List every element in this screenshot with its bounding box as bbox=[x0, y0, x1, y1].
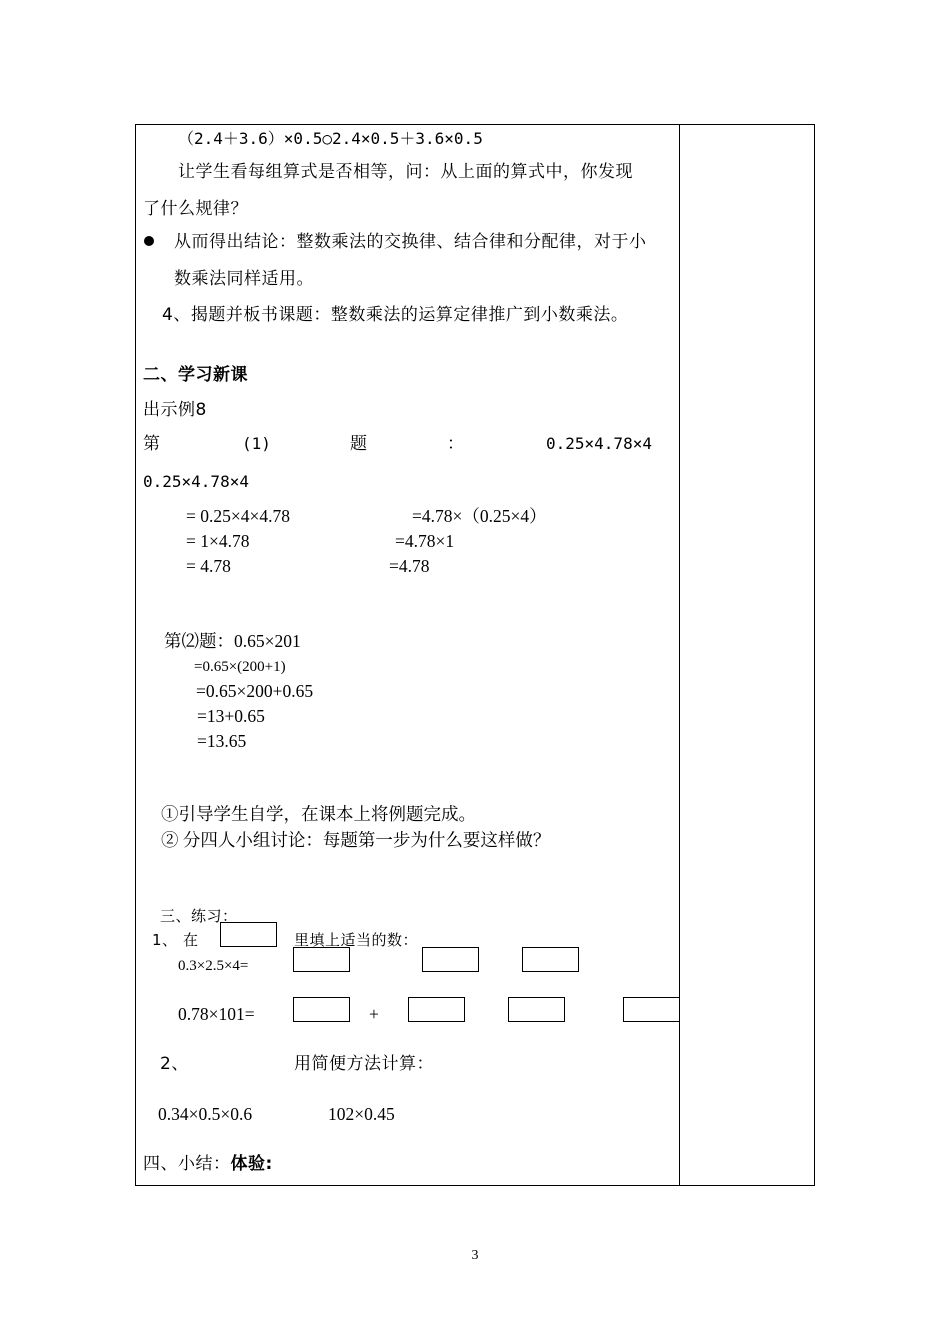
section3-heading: 三、练习： bbox=[160, 907, 238, 925]
p1-left-step-2: = 1×4.78 bbox=[186, 531, 250, 551]
answer-box-1a[interactable] bbox=[293, 947, 350, 972]
answer-box-1c[interactable] bbox=[522, 947, 579, 972]
q1-text-a: 在 bbox=[183, 931, 199, 949]
conclusion-line-1: 从而得出结论：整数乘法的交换律、结合律和分配律，对于小 bbox=[174, 232, 647, 252]
problem1-label-b: (1) bbox=[242, 434, 271, 453]
page-number: 3 bbox=[471, 1248, 479, 1263]
answer-box-2d[interactable] bbox=[623, 997, 680, 1022]
guide-step-2: ② 分四人小组讨论：每题第一步为什么要这样做？ bbox=[161, 830, 551, 850]
q1-expression-2: 0.78×101= bbox=[178, 1004, 255, 1024]
plus-sign: + bbox=[369, 1004, 379, 1024]
section2-heading: 二、学习新课 bbox=[143, 365, 248, 385]
answer-box-example bbox=[220, 922, 277, 947]
p2-step-1: =0.65×(200+1) bbox=[194, 659, 286, 675]
q2-text: 用简便方法计算： bbox=[294, 1054, 434, 1074]
answer-box-1b[interactable] bbox=[422, 947, 479, 972]
q1-text-b: 里填上适当的数： bbox=[294, 931, 419, 949]
problem2-expression: 0.65×201 bbox=[234, 631, 301, 651]
section4-heading: 四、小结： bbox=[143, 1154, 231, 1174]
question-line-2: 了什么规律？ bbox=[143, 199, 248, 219]
p1-left-step-3: = 4.78 bbox=[186, 556, 231, 576]
q2-number: 2、 bbox=[160, 1054, 189, 1074]
section4-heading-bold: 体验: bbox=[230, 1154, 273, 1174]
p2-step-2: =0.65×200+0.65 bbox=[196, 681, 314, 701]
problem1-label-c: 题 bbox=[350, 434, 368, 454]
p2-step-4: =13.65 bbox=[197, 731, 247, 751]
bullet-dot bbox=[144, 236, 154, 246]
q1-number: 1、 bbox=[152, 931, 178, 949]
column-divider bbox=[679, 124, 680, 1186]
q2-expression-1: 0.34×0.5×0.6 bbox=[158, 1104, 253, 1124]
p1-right-step-2: =4.78×1 bbox=[395, 531, 455, 551]
problem1-expression: 0.25×4.78×4 bbox=[143, 472, 249, 491]
q2-expression-2: 102×0.45 bbox=[328, 1104, 395, 1124]
problem2-label: 第⑵题： bbox=[164, 631, 234, 651]
answer-box-2a[interactable] bbox=[293, 997, 350, 1022]
lesson-title: 4、揭题并板书课题：整数乘法的运算定律推广到小数乘法。 bbox=[162, 305, 629, 325]
answer-box-2c[interactable] bbox=[508, 997, 565, 1022]
p1-left-step-1: = 0.25×4×4.78 bbox=[186, 506, 290, 526]
guide-step-1: ①引导学生自学，在课本上将例题完成。 bbox=[161, 804, 476, 824]
answer-box-2b[interactable] bbox=[408, 997, 465, 1022]
p2-step-3: =13+0.65 bbox=[197, 706, 265, 726]
conclusion-line-2: 数乘法同样适用。 bbox=[174, 269, 314, 289]
problem1-label-d: ： bbox=[447, 434, 465, 454]
p1-right-step-1: =4.78×（0.25×4） bbox=[412, 506, 547, 526]
problem1-expression-right: 0.25×4.78×4 bbox=[546, 434, 652, 453]
q1-expression-1: 0.3×2.5×4= bbox=[178, 958, 249, 974]
question-line-1: 让学生看每组算式是否相等，问：从上面的算式中，你发现 bbox=[178, 162, 633, 182]
problem1-label-a: 第 bbox=[143, 434, 161, 454]
example-intro: 出示例8 bbox=[143, 400, 207, 420]
p1-right-step-3: =4.78 bbox=[389, 556, 430, 576]
distributive-formula: （2.4＋3.6）×0.5○2.4×0.5＋3.6×0.5 bbox=[178, 129, 483, 148]
